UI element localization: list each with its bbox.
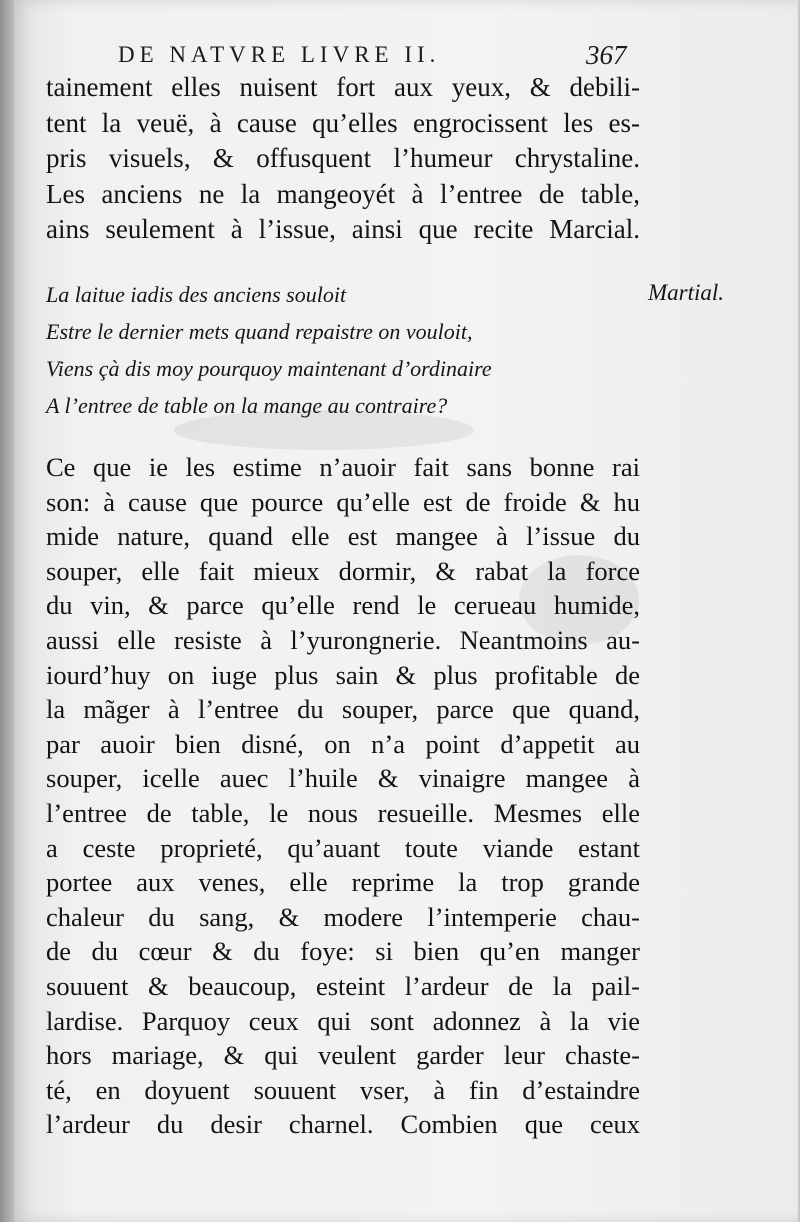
text-line: portee aux venes, elle reprime la trop grande xyxy=(46,867,640,898)
text-line: tent la veuë, à cause qu’elles engrocissent les es- xyxy=(46,107,640,138)
text-line: mide nature, quand elle est mangee à l’issue du xyxy=(46,521,640,552)
text-line: aussi elle resiste à l’yurongnerie. Neantmoins au- xyxy=(46,624,640,655)
text-line: la mãger à l’entree du souper, parce que quand, xyxy=(46,694,640,725)
running-head: DE NATVRE LIVRE II. xyxy=(118,42,441,67)
text-line: l’ardeur du desir charnel. Combien que ceux xyxy=(46,1109,640,1140)
margin-note: Martial. xyxy=(648,280,725,305)
verse-quotation xyxy=(46,276,626,424)
text-line: son: à cause que pource qu’elle est de froide & hu xyxy=(46,486,640,517)
text-line: Ce que ie les estime n’auoir fait sans bonne rai xyxy=(46,452,640,482)
text-line: ains seulement à l’issue, ainsi que recite Marcial. xyxy=(46,214,640,244)
text-line: hors mariage, & qui veulent garder leur chaste- xyxy=(46,1040,640,1071)
verse-line: Viens çà dis moy pourquoy maintenant d’ordinaire xyxy=(46,356,492,381)
page-number: 367 xyxy=(586,40,627,70)
text-line: pris visuels, & offusquent l’humeur chrystaline. xyxy=(46,143,640,173)
text-line: a ceste proprieté, qu’auant toute viande estant xyxy=(46,832,640,863)
text-line: de du cœur & du foye: si bien qu’en manger xyxy=(46,936,640,967)
text-line: par auoir bien disné, on n’a point d’appetit au xyxy=(46,728,640,759)
page-binding-edge xyxy=(0,0,14,1222)
text-line: souper, elle fait mieux dormir, & rabat la force xyxy=(46,555,640,586)
paragraph-main xyxy=(46,450,640,1142)
paragraph-top xyxy=(46,70,640,248)
text-line: iourd’huy on iuge plus sain & plus profitable de xyxy=(46,659,640,690)
verse-line: Estre le dernier mets quand repaistre on vouloit, xyxy=(46,319,473,344)
verse-line: La laitue iadis des anciens souloit xyxy=(46,282,347,307)
verse-line: A l’entree de table on la mange au contraire? xyxy=(46,393,448,418)
text-line: chaleur du sang, & modere l’intemperie chau- xyxy=(46,901,640,932)
text-line: souuent & beaucoup, esteint l’ardeur de la pail- xyxy=(46,970,640,1001)
text-line: souper, icelle auec l’huile & vinaigre mangee à xyxy=(46,763,640,794)
text-line: lardise. Parquoy ceux qui sont adonnez à la vie xyxy=(46,1005,640,1036)
text-line: Les anciens ne la mangeoyét à l’entree de table, xyxy=(46,178,640,209)
text-line: tainement elles nuisent fort aux yeux, & debili- xyxy=(46,72,640,102)
text-line: té, en doyuent souuent vser, à fin d’estaindre xyxy=(46,1074,640,1105)
text-line: l’entree de table, le nous resueille. Mesmes elle xyxy=(46,797,640,828)
text-line: du vin, & parce qu’elle rend le cerueau humide, xyxy=(46,590,640,621)
